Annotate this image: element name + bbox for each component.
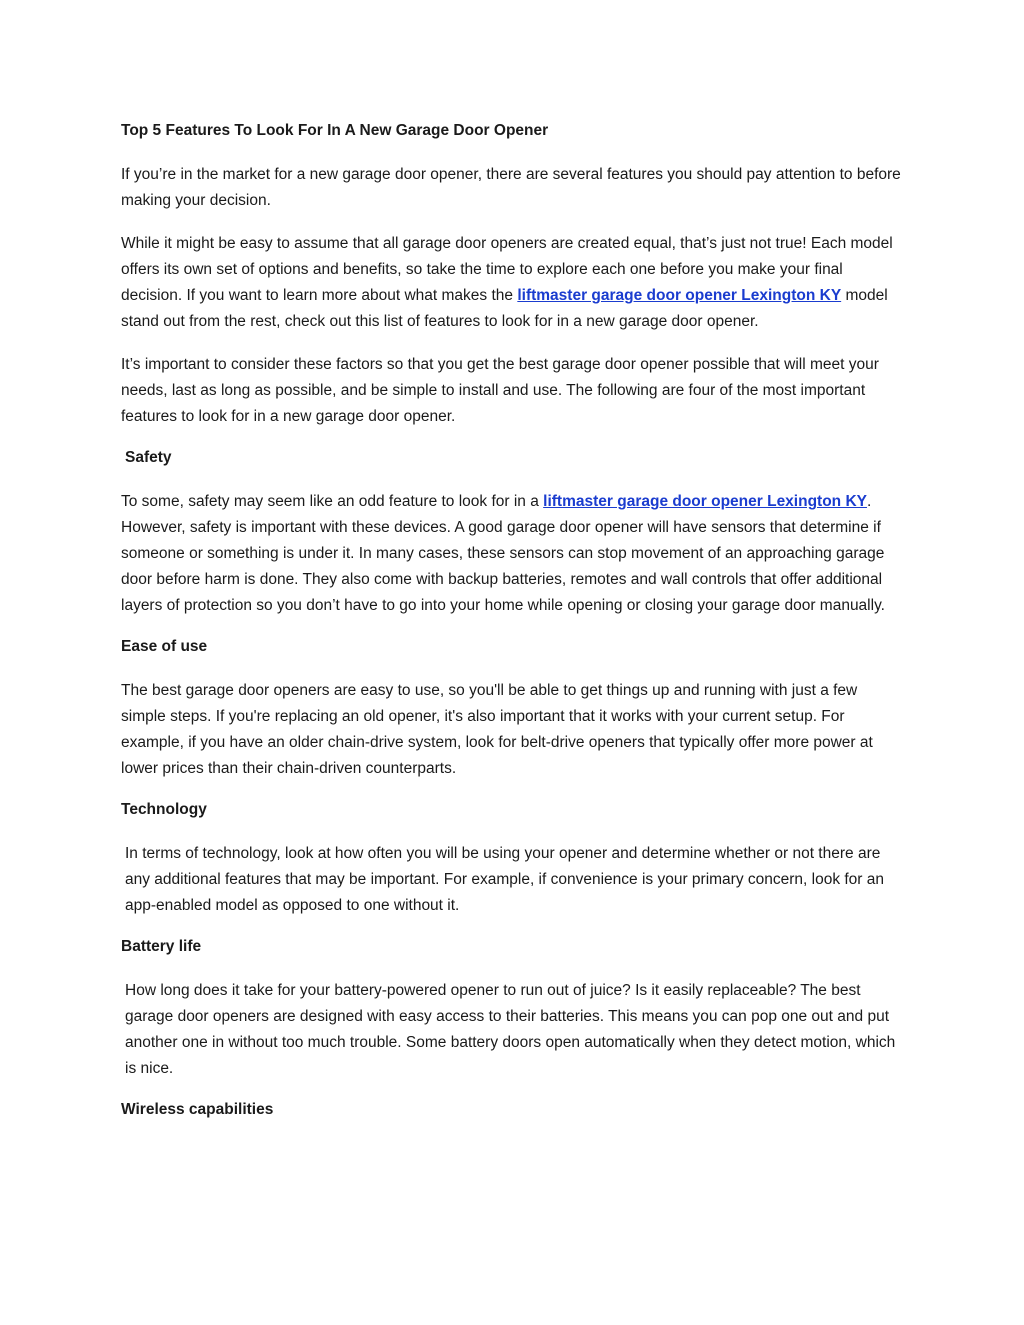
intro-paragraph-2-text-after: model stand out from the rest, check out this list of features to look for in a new garage door opener.: [121, 287, 888, 330]
section-heading-battery-life: Battery life: [121, 938, 202, 955]
section-heading-ease-of-use: Ease of use: [121, 638, 208, 655]
intro-paragraph-3: It’s important to consider these factors so that you get the best garage door opener possible that will meet your needs, last as long as possible, and be simple to install and use. The following are four of the most important features to look for in a new garage door opener.: [121, 356, 879, 425]
section-body-ease-of-use: The best garage door openers are easy to use, so you'll be able to get things up and running with just a few simple steps. If you're replacing an old opener, it's also important that it works with your current setup. For example, if you have an older chain-drive system, look for belt-drive openers that typically offer more power at lower prices than their chain-driven counterparts.: [121, 682, 873, 777]
document-page: [121, 120, 901, 1141]
document-title: Top 5 Features To Look For In A New Garage Door Opener: [121, 122, 549, 139]
intro-paragraph-2-text-before: While it might be easy to assume that all garage door openers are created equal, that’s just not true! Each model offers its own set of options and benefits, so take the time to explore each one before you make your final decision. If you want to learn more about what makes the: [121, 235, 893, 304]
section-body-technology: In terms of technology, look at how often you will be using your opener and determine whether or not there are any additional features that may be important. For example, if convenience is your primary concern, look for an app-enabled model as opposed to one without it.: [125, 845, 885, 914]
liftmaster-link-2[interactable]: liftmaster garage door opener Lexington KY: [543, 493, 867, 510]
intro-paragraph-2: [121, 231, 901, 335]
liftmaster-link-1[interactable]: liftmaster garage door opener Lexington KY: [517, 287, 842, 304]
section-heading-technology: Technology: [121, 801, 207, 818]
section-heading-wireless-capabilities: Wireless capabilities: [121, 1101, 274, 1118]
section-body-safety: [121, 489, 901, 619]
section-body-battery-life: How long does it take for your battery-powered opener to run out of juice? Is it easily replaceable? The best garage door openers are designed with easy access to their batteries. This means you can pop one out and put another one in without too much trouble. Some battery doors open automatically when they detect motion, which is nice.: [125, 982, 896, 1077]
safety-text-after: . However, safety is important with these devices. A good garage door opener will have sensors that determine if someone or something is under it. In many cases, these sensors can stop movement of an approaching garage door before harm is done. They also come with backup batteries, remotes and wall controls that offer additional layers of protection so you don’t have to go into your home while opening or closing your garage door manually.: [121, 493, 885, 614]
section-heading-safety: Safety: [125, 449, 172, 466]
safety-text-before: To some, safety may seem like an odd feature to look for in a: [121, 493, 544, 510]
intro-paragraph-1: If you’re in the market for a new garage door opener, there are several features you should pay attention to before making your decision.: [121, 166, 901, 209]
